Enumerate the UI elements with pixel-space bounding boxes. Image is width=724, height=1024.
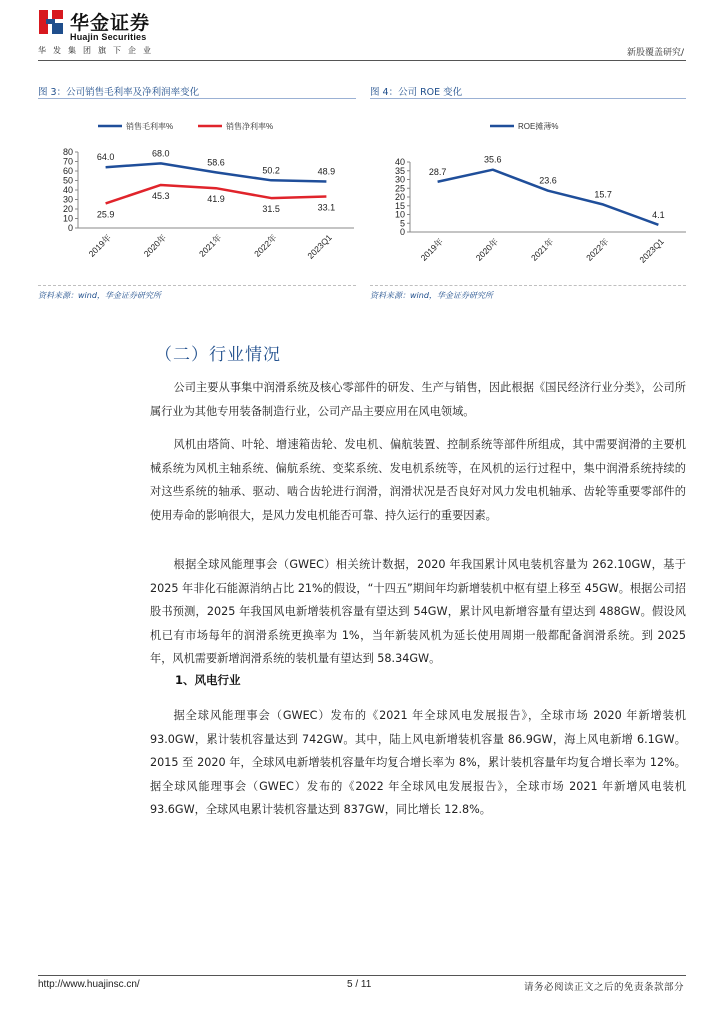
roe-chart-svg: [370, 112, 686, 282]
footer-website-link[interactable]: http://www.huajinsc.cn/: [38, 979, 140, 990]
company-logo: [38, 8, 188, 42]
section-title: （二）行业情况: [155, 345, 281, 365]
logo-chinese-name: 华金证券: [70, 12, 151, 34]
paragraph-wind-turbine-lubrication: 风机由塔筒、叶轮、增速箱齿轮、发电机、偏航装置、控制系统等部件所组成，其中需要润滑的主要机械系统为风机主轴系统、偏航系统、变桨系统、发电机系统等，在风机的运行过程中，集中润滑系统持续的对这些系统的轴承、驱动、啮合齿轮进行润滑，润滑状况是否良好对风力发电机轴承、齿轮等重要零部件的使用寿命的影响很大，是风力发电机能否可靠、持久运行的重要因素。: [150, 438, 686, 522]
margin-data-label-0-3: 50.2: [262, 165, 280, 176]
logo-english-name: Huajin Securities: [70, 32, 147, 42]
figure-3-caption: 图 3：公司销售毛利率及净利润率变化: [38, 87, 200, 98]
figure-3-source-rule: [38, 285, 356, 286]
figure-4-source-rule: [370, 285, 686, 286]
roe-y-tick-label-7: 35: [394, 165, 405, 176]
roe-data-label-0-1: 35.6: [484, 154, 502, 165]
figure-3-source: 资料来源：wind，华金证券研究所: [38, 291, 161, 300]
margin-chart-svg: [38, 112, 356, 282]
margin-data-label-1-4: 33.1: [317, 202, 336, 213]
roe-y-tick-label-2: 10: [394, 209, 405, 220]
roe-y-tick-label-4: 20: [394, 192, 405, 202]
company-tagline: 华发集团旗下企业: [38, 46, 158, 55]
margin-x-tick-label-3: 2022年: [252, 232, 279, 259]
roe-y-tick-label-0: 0: [399, 227, 405, 237]
margin-y-tick-label-3: 30: [62, 194, 73, 205]
margin-data-label-0-1: 68.0: [152, 148, 170, 159]
figure-4-caption-rule: [370, 98, 686, 99]
margin-data-label-0-4: 48.9: [317, 166, 336, 177]
margin-y-tick-label-6: 60: [62, 166, 73, 176]
report-type: 新股覆盖研究/: [626, 48, 684, 58]
roe-legend-label-0: ROE摊薄%: [518, 122, 559, 131]
disclaimer-note: 请务必阅读正文之后的免责条款部分: [523, 982, 684, 993]
margin-legend-label-1: 销售净利率%: [226, 122, 274, 131]
paragraph-global-wind-market: 据全球风能理事会（GWEC）发布的《2021 年全球风电发展报告》，全球市场 2020 年新增装机 93.0GW，累计装机容量达到 742GW。其中，陆上风电新增装机容量 86.9GW，海上风电新增 6.1GW。2015 至 2020 年，全球风电新增装机容量年均复合增长率为 8%，累计装机容量年均复合增长率为 12%。据全球风能理事会（GWEC）发布的《2022 年全球风电发展报告》，全球市场 2021 年新增风电装机 93.6GW，全球风电累计装机容量达到 837GW，同比增长 12.8%。: [150, 709, 686, 817]
figure-4-source: 资料来源：wind，华金证券研究所: [370, 291, 493, 300]
roe-x-tick-label-2: 2021年: [528, 236, 556, 263]
margin-data-label-1-1: 45.3: [152, 190, 170, 201]
roe-x-tick-label-0: 2019年: [418, 236, 446, 263]
roe-line-chart: [370, 112, 686, 282]
roe-x-tick-label-1: 2020年: [473, 236, 501, 263]
margin-x-tick-label-0: 2019年: [86, 232, 114, 259]
margin-data-label-1-3: 31.5: [262, 204, 280, 215]
roe-data-label-0-4: 4.1: [652, 209, 665, 220]
margin-line-chart: [38, 112, 356, 282]
margin-data-label-1-2: 41.9: [207, 194, 225, 205]
roe-y-tick-label-3: 15: [394, 200, 405, 211]
subsection-heading-wind-power: 1、风电行业: [175, 673, 241, 687]
margin-y-tick-label-7: 70: [62, 156, 73, 167]
roe-x-tick-label-3: 2022年: [584, 236, 611, 263]
margin-y-tick-label-1: 10: [62, 213, 73, 224]
margin-y-tick-label-0: 0: [67, 223, 73, 233]
margin-y-tick-label-8: 80: [62, 147, 73, 157]
margin-data-label-1-0: 25.9: [96, 209, 115, 220]
roe-data-label-0-0: 28.7: [428, 166, 447, 177]
footer-divider: [38, 975, 686, 976]
roe-data-label-0-2: 23.6: [539, 175, 557, 186]
paragraph-market-forecast: 根据全球风能理事会（GWEC）相关统计数据，2020 年我国累计风电装机容量为 262.10GW，基于 2025 年非化石能源消纳占比 21%的假设，“十四五”期间年均新增装机中枢有望上移至 45GW。根据公司招股书预测，2025 年我国风电新增装机容量有望达到 54GW，累计风电新增容量有望达到 488GW。假设风机已有市场每年的润滑系统更换率为 1%，当年新装风机为延长使用周期一般都配备润滑系统。到 2025 年，风机需要新增润滑系统的装机量有望达到 58.34GW。: [150, 558, 686, 666]
paragraph-industry-classification: 公司主要从事集中润滑系统及核心零部件的研发、生产与销售，因此根据《国民经济行业分类》，公司所属行业为其他专用装备制造行业，公司产品主要应用在风电领域。: [150, 381, 686, 418]
figure-3-caption-rule: [38, 98, 356, 99]
margin-x-tick-label-4: 2023Q1: [305, 232, 334, 261]
roe-y-tick-label-5: 25: [394, 183, 405, 194]
margin-x-tick-label-1: 2020年: [141, 232, 169, 259]
margin-data-label-0-0: 64.0: [96, 152, 115, 163]
roe-data-label-0-3: 15.7: [594, 189, 612, 200]
margin-legend-label-0: 销售毛利率%: [126, 122, 174, 131]
margin-y-tick-label-2: 20: [62, 204, 73, 214]
huajin-logo-icon: [38, 8, 64, 36]
figure-4-caption: 图 4：公司 ROE 变化: [370, 87, 463, 98]
margin-x-tick-label-2: 2021年: [196, 232, 224, 259]
roe-x-tick-label-4: 2023Q1: [637, 236, 666, 265]
margin-y-tick-label-5: 50: [62, 175, 73, 186]
margin-data-label-0-2: 58.6: [207, 157, 225, 168]
roe-y-tick-label-8: 40: [394, 157, 405, 167]
roe-y-tick-label-1: 5: [399, 218, 405, 229]
margin-y-tick-label-4: 40: [62, 185, 73, 195]
roe-y-tick-label-6: 30: [394, 174, 405, 185]
page-number: 5 / 11: [347, 979, 372, 990]
header-divider: [38, 60, 686, 61]
